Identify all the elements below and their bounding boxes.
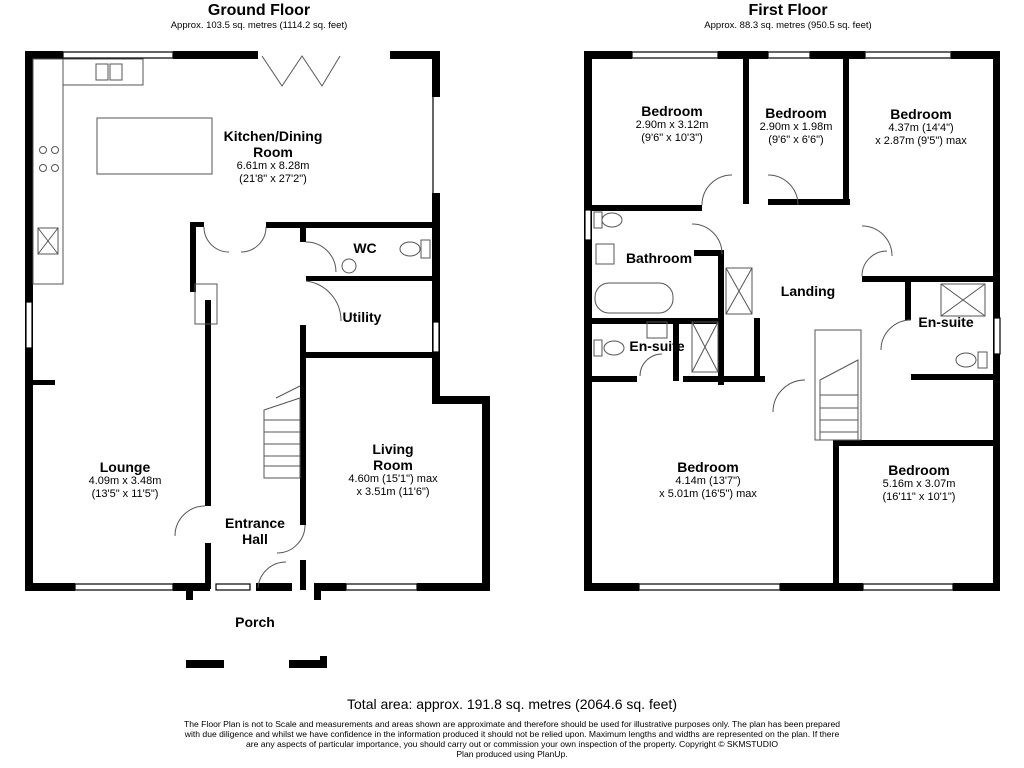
room-label-bedroom-4 bbox=[643, 459, 773, 500]
room-label-ensuite-right: En-suite bbox=[918, 314, 974, 330]
room-label-porch: Porch bbox=[235, 614, 275, 630]
room-name: Bedroom bbox=[888, 462, 950, 478]
room-name: Living Room bbox=[372, 441, 414, 474]
total-area: Total area: approx. 191.8 sq. metres (2064.6 sq. feet) bbox=[347, 696, 677, 712]
disclaimer bbox=[82, 719, 942, 760]
room-name: Bedroom bbox=[641, 103, 703, 119]
room-name: Bedroom bbox=[677, 459, 739, 475]
room-dimensions-imperial: (21'8" x 27'2") bbox=[239, 172, 307, 185]
room-label-bathroom: Bathroom bbox=[625, 250, 693, 266]
room-dimensions-imperial: x 5.01m (16'5") max bbox=[659, 487, 757, 500]
room-label-bedroom-5 bbox=[859, 462, 979, 503]
disclaimer-line: Plan produced using PlanUp. bbox=[456, 749, 568, 760]
disclaimer-line: The Floor Plan is not to Scale and measurements and areas shown are approximate and therefore should be used for illustrative purposes only. The plan has been prepared bbox=[183, 719, 841, 729]
ground-floor-area: Approx. 103.5 sq. metres (1114.2 sq. feet) bbox=[170, 20, 348, 31]
room-name: Bedroom bbox=[765, 105, 827, 121]
room-label-hall: Entrance Hall bbox=[225, 515, 285, 548]
room-name: Lounge bbox=[99, 459, 151, 475]
ground-floor-title: Ground Floor bbox=[207, 2, 311, 19]
first-floor-area: Approx. 88.3 sq. metres (950.5 sq. feet) bbox=[704, 20, 872, 31]
room-dimensions-metric: 4.09m x 3.48m bbox=[88, 475, 162, 488]
room-dimensions-metric: 4.37m (14'4") bbox=[888, 122, 954, 135]
first-floor-fixtures bbox=[594, 175, 987, 440]
room-dimensions-imperial: (9'6" x 10'3") bbox=[641, 131, 703, 144]
room-label-wc: WC bbox=[353, 240, 377, 256]
room-dimensions-metric: 6.61m x 8.28m bbox=[236, 160, 310, 173]
room-label-living bbox=[328, 441, 458, 498]
room-label-landing: Landing bbox=[780, 283, 836, 299]
room-label-utility: Utility bbox=[342, 309, 382, 325]
room-dimensions-imperial: (9'6" x 6'6") bbox=[768, 133, 824, 146]
room-label-lounge bbox=[65, 459, 185, 500]
room-label-bedroom-3 bbox=[856, 106, 986, 147]
room-label-kitchen bbox=[213, 128, 333, 185]
room-label-bedroom-1 bbox=[612, 103, 732, 144]
room-dimensions-imperial: (13'5" x 11'5") bbox=[91, 487, 159, 500]
room-label-bedroom-2 bbox=[749, 105, 843, 146]
room-dimensions-metric: 5.16m x 3.07m bbox=[882, 478, 956, 491]
first-floor-title: First Floor bbox=[748, 2, 828, 19]
room-dimensions-imperial: (16'11" x 10'1") bbox=[882, 490, 956, 503]
room-dimensions-imperial: x 2.87m (9'5") max bbox=[875, 134, 967, 147]
room-name: Kitchen/Dining Room bbox=[223, 128, 323, 161]
room-label-ensuite-left: En-suite bbox=[629, 338, 685, 354]
room-dimensions-metric: 2.90m x 3.12m bbox=[635, 119, 709, 132]
disclaimer-line: are any aspects of particular importance, you should carry out or commission your own inspection of the property. Copyright © SKMSTUDIO bbox=[245, 739, 779, 750]
room-dimensions-metric: 4.60m (15'1") max bbox=[348, 473, 438, 486]
room-dimensions-metric: 4.14m (13'7") bbox=[675, 475, 741, 488]
room-name: Bedroom bbox=[890, 106, 952, 122]
disclaimer-line: with due diligence and whilst we have confidence in the information produced it should not be relied upon. Maximum lengths and widths are represented on the plan. If there bbox=[184, 729, 840, 740]
room-dimensions-imperial: x 3.51m (11'6") bbox=[356, 485, 430, 498]
room-dimensions-metric: 2.90m x 1.98m bbox=[759, 121, 833, 134]
